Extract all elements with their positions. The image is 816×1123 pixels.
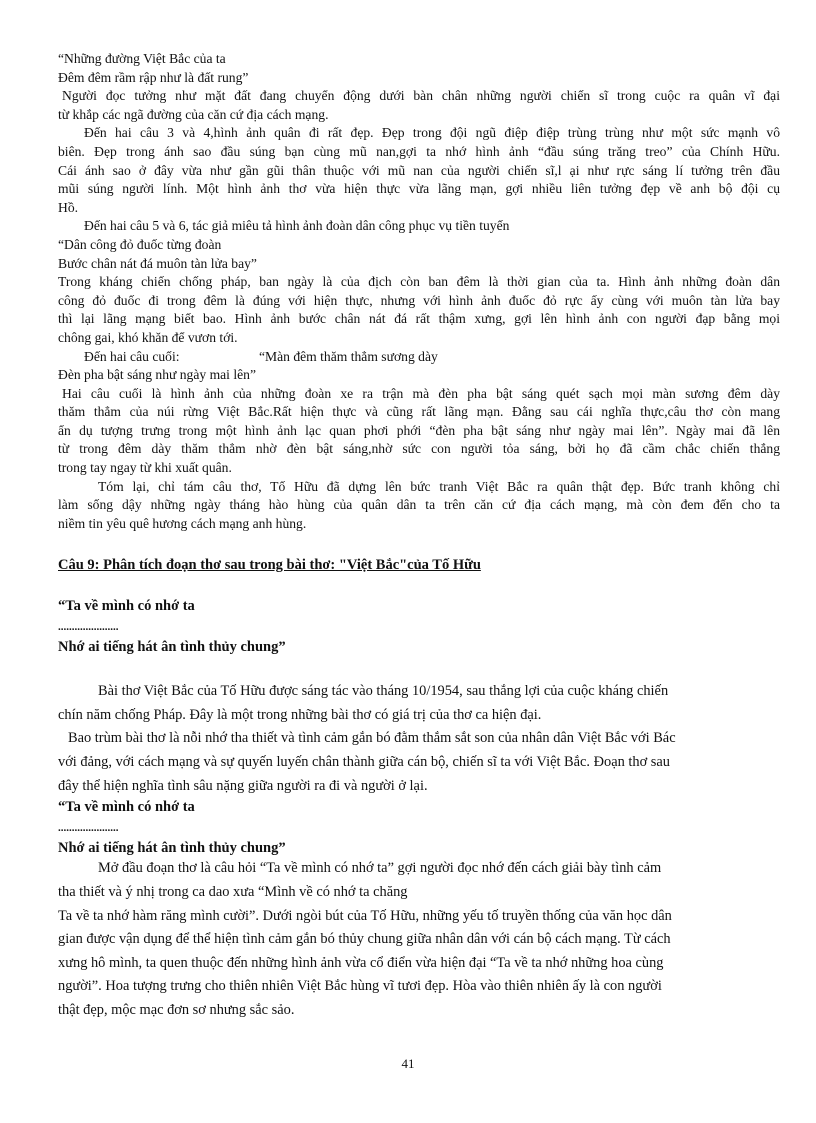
ellipsis-line: ...................... (58, 620, 119, 633)
quote-close: Nhớ ai tiếng hát ân tình thủy chung” (58, 839, 286, 856)
paragraph-line: từ trong đêm dày thăm thẳm nhờ đèn bật sáng,nhờ sức con người tỏa sáng, bởi họ đã cầm chắc chiến thắng (58, 441, 780, 457)
paragraph-line: trong tay ngay từ khi xuất quân. (58, 460, 232, 476)
paragraph-line: Cái ánh sao ở đây vừa như gần gũi thân thuộc với mũ nan của người chiến sĩ,l ại như rực sáng lí tưởng trên đầu (58, 162, 780, 178)
paragraph-line: làm sống dậy những ngày tháng hào hùng của quân dân ta trên căn cứ địa cách mạng, mà còn đem đến cho ta (58, 497, 780, 513)
paragraph-line: niềm tin yêu quê hương cách mạng anh hùng. (58, 515, 307, 531)
paragraph-line: Bài thơ Việt Bắc của Tố Hữu được sáng tác vào tháng 10/1954, sau thắng lợi của cuộc kháng chiến (98, 683, 669, 700)
paragraph-line: chín năm chống Pháp. Đây là một trong những bài thơ có giá trị của thơ ca hiện đại. (58, 706, 542, 723)
poem-line: “Màn đêm thăm thẳm sương dày (259, 348, 438, 364)
poem-line: “Dân công đỏ đuốc từng đoàn (58, 236, 222, 252)
document-body (58, 50, 780, 1023)
poem-line: Đêm đêm rầm rập như là đất rung” (58, 69, 249, 85)
poem-line: “Những đường Việt Bắc của ta (58, 51, 226, 66)
paragraph-line: thì lại lãng mạng biết bao. Hình ảnh bước chân nát đá rất thậm xưng, gợi lên hình ảnh con người đạp bằng mọi (58, 311, 780, 327)
poem-line: Bước chân nát đá muôn tàn lửa bay” (58, 255, 257, 271)
spacer (58, 575, 780, 597)
paragraph-line: Hai câu cuối là hình ảnh của những đoàn xe ra trận mà đèn pha bật sáng quét sạch mọi màn sương đêm dày (62, 385, 780, 401)
paragraph-line: tha thiết và ý nhị trong ca dao xưa “Mình về có nhớ ta chăng (58, 883, 408, 900)
quote-close: Nhớ ai tiếng hát ân tình thủy chung” (58, 638, 286, 655)
paragraph-line: biên. Đẹp trong ánh sao đầu súng bạn cùng mũ nan,gợi ta nhớ hình ảnh “đầu súng trăng treo” của Chính Hữu. (58, 143, 780, 159)
paragraph-line: Ta về ta nhớ hàm răng mình cười”. Dưới ngòi bút của Tố Hữu, những yếu tố truyền thống của văn học dân (58, 907, 672, 924)
paragraph-line: Đến hai câu 5 và 6, tác giả miêu tả hình ảnh đoàn dân công phục vụ tiền tuyến (84, 218, 510, 234)
spacer (58, 533, 780, 556)
paragraph-line: chông gai, khó khăn để vươn tới. (58, 329, 238, 345)
paragraph-line: mũi súng người lính. Một hình ảnh thơ vừa hiện thực vừa lãng mạn, gợi nhiều liên tưởng đẹp về anh bộ đội cụ (58, 181, 780, 197)
paragraph-line: Hồ. (58, 199, 79, 215)
poem-line: Đèn pha bật sáng như ngày mai lên” (58, 367, 256, 383)
paragraph-line (58, 348, 780, 367)
paragraph-line: thật đẹp, mộc mạc đơn sơ nhưng sắc sảo. (58, 1001, 295, 1018)
paragraph-line: Trong kháng chiến chống pháp, ban ngày là của địch còn ban đêm là thời gian của ta. Hình ảnh những đoàn dân (58, 274, 780, 290)
page-number: 41 (401, 1056, 415, 1071)
intro-label: Đến hai câu cuối: (84, 348, 180, 364)
paragraph-line: Mở đầu đoạn thơ là câu hỏi “Ta về mình có nhớ ta” gợi người đọc nhớ đến cách giải bày tình cảm (98, 860, 662, 877)
section-heading: Câu 9: Phân tích đoạn thơ sau trong bài thơ: "Việt Bắc"của Tố Hữu (58, 557, 481, 574)
paragraph-line: xưng hô mình, ta quen thuộc đến những hình ảnh vừa cổ điển vừa hiện đại “Ta về ta nhớ những hoa cùng (58, 954, 664, 971)
paragraph-line: đây thể hiện nghĩa tình sâu nặng giữa người ra đi và người ở lại. (58, 777, 428, 794)
paragraph-line: Bao trùm bài thơ là nỗi nhớ tha thiết và tình cảm gắn bó đằm thắm sắt son của nhân dân Việt Bắc với Bác (68, 730, 676, 747)
paragraph-line: gian được vận dụng để thể hiện tình cảm gắn bó thủy chung giữa nhân dân với cán bộ cách mạng. Từ cách (58, 931, 671, 948)
paragraph-line: với đảng, với cách mạng và sự quyến luyến chân thành giữa cán bộ, chiến sĩ ta với Việt Bắc. Đoạn thơ sau (58, 754, 670, 770)
paragraph-line: Đến hai câu 3 và 4,hình ảnh quân đi rất đẹp. Đẹp trong đội ngũ điệp điệp trùng trùng như một sức mạnh vô (84, 125, 780, 141)
paragraph-line: từ khắp các ngã đường của căn cứ địa cách mạng. (58, 106, 329, 122)
quote-open: “Ta về mình có nhớ ta (58, 799, 195, 816)
paragraph-line: Tóm lại, chỉ tám câu thơ, Tố Hữu đã dựng lên bức tranh Việt Bắc ra quân thật đẹp. Bức tranh không chỉ (98, 478, 780, 494)
spacer (58, 656, 780, 680)
quote-open: “Ta về mình có nhớ ta (58, 598, 195, 615)
paragraph-line: người”. Hoa tượng trưng cho thiên nhiên Việt Bắc hùng vĩ tươi đẹp. Hòa vào thiên nhiên ấy là con người (58, 978, 662, 995)
paragraph-line: thăm thẳm của núi rừng Việt Bắc.Rất hiện thực và cũng rất lãng mạn. Đằng sau cái nghĩa thực,câu thơ còn mang (58, 404, 780, 420)
paragraph-line: công đỏ đuốc đi trong đêm là đúng với hiện thực, nhưng với hình ảnh đuốc đỏ rực ấy cùng với muôn tàn lửa bay (58, 292, 780, 308)
ellipsis-line: ...................... (58, 821, 119, 834)
paragraph-line: Người đọc tưởng như mặt đất đang chuyển động dưới bàn chân những người chiến sĩ trong cuộc ra quân vĩ đại (62, 88, 780, 104)
paragraph-line: ẩn dụ tượng trưng trong một hình ảnh lạc quan phơi phới “đèn pha bật sáng như ngày mai lên”. Ngày mai đã lên (58, 422, 780, 438)
